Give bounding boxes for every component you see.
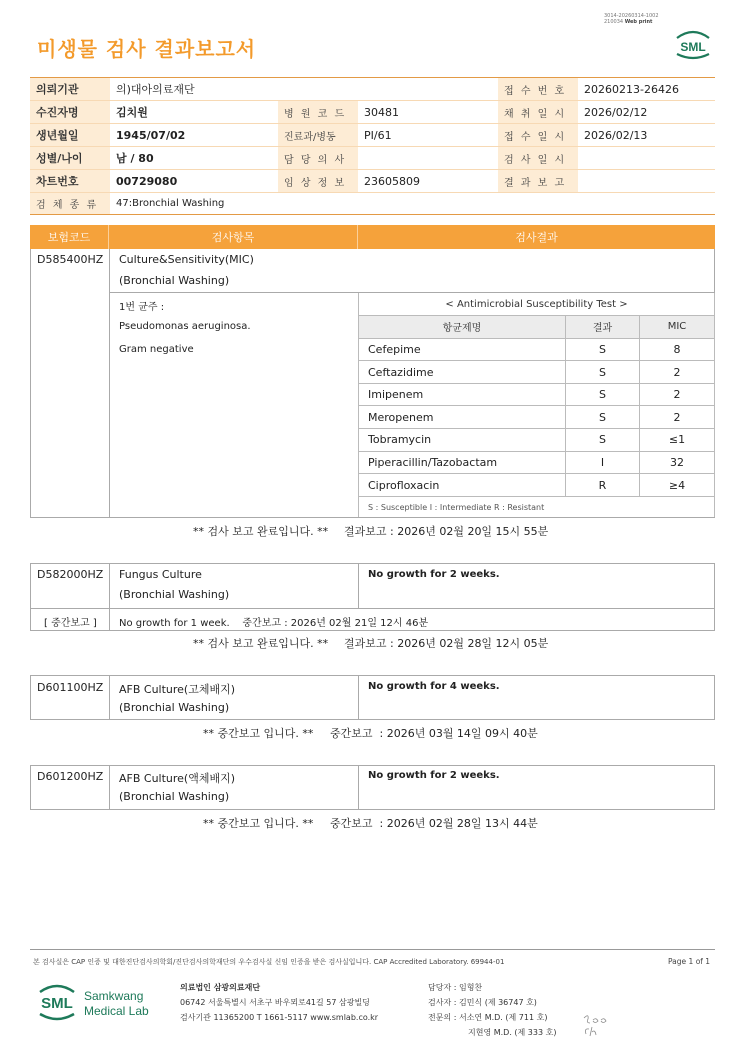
chart-no-value: 00729080: [110, 170, 278, 193]
gram-stain: Gram negative: [119, 344, 194, 355]
specimen-label: 검 체 종 류: [30, 193, 110, 215]
ast-col-mic: MIC: [640, 316, 715, 339]
staff-specialist1: 전문의 : 서소연 M.D. (제 711 호): [428, 1013, 548, 1022]
report-title: 미생물 검사 결과보고서: [37, 37, 257, 61]
patient-info-table: [30, 77, 715, 215]
test4-code: D601200HZ: [37, 770, 104, 783]
test1-code: D585400HZ: [37, 253, 104, 266]
ast-result: S: [566, 361, 640, 384]
test2-interim-text: No growth for 1 week. 중간보고 : 2026년 02월 21일 12시 46분: [119, 618, 429, 629]
organism-name: Pseudomonas aeruginosa.: [119, 321, 251, 332]
ast-mic: 32: [640, 451, 715, 474]
sex-age-label: 성별/나이: [30, 147, 110, 170]
ast-drug: Meropenem: [359, 406, 566, 429]
test1-report-time: 결과보고 : 2026년 02월 20일 15시 55분: [344, 525, 549, 538]
report-label: 결 과 보 고: [498, 170, 578, 193]
receipt-no-label: 접 수 번 호: [498, 78, 578, 101]
ast-result: S: [566, 383, 640, 406]
test-date-label: 검 사 일 시: [498, 147, 578, 170]
test4-name-line2: (Bronchial Washing): [119, 790, 230, 803]
dept-label: 진료과/병동: [278, 124, 358, 147]
ast-legend: S : Susceptible I : Intermediate R : Resistant: [359, 496, 715, 517]
ast-result: S: [566, 338, 640, 361]
ast-drug: Piperacillin/Tazobactam: [359, 451, 566, 474]
ast-result: S: [566, 406, 640, 429]
ast-col-drug: 항균제명: [359, 316, 566, 339]
test3-result: No growth for 4 weeks.: [368, 681, 500, 692]
ast-row: [359, 429, 715, 452]
ast-row: [359, 383, 715, 406]
ast-drug: Tobramycin: [359, 429, 566, 452]
ast-table: [358, 293, 715, 517]
ast-mic: ≥4: [640, 474, 715, 497]
clinical-value: 23605809: [358, 170, 498, 193]
test2-name-line2: (Bronchial Washing): [119, 588, 230, 601]
specimen-value: 47:Bronchial Washing: [110, 193, 715, 215]
lab-contact: 검사기관 11365200 T 1661-5117 www.smlab.co.kr: [180, 1013, 379, 1022]
lab-name: 의료법인 삼광의료재단: [180, 983, 261, 992]
hosp-code-label: 병 원 코 드: [278, 101, 358, 124]
dob-label: 생년월일: [30, 124, 110, 147]
lab-address: 06742 서울특별시 서초구 바우뫼로41길 57 삼광빌딩: [180, 998, 370, 1007]
ast-mic: ≤1: [640, 429, 715, 452]
name-value: 김치원: [110, 101, 278, 124]
test2-interim-label: [ 중간보고 ]: [44, 618, 97, 629]
sex-age-value: 남 / 80: [110, 147, 278, 170]
ast-mic: 2: [640, 361, 715, 384]
test3-status: ** 중간보고 입니다. **: [203, 727, 314, 740]
req-org-value: 의)대아의료재단: [110, 78, 498, 101]
logo-sub1: Samkwang: [84, 989, 144, 1003]
ast-row: [359, 406, 715, 429]
lab-info: [180, 980, 378, 1025]
footer-divider: [30, 949, 715, 950]
req-org-label: 의뢰기관: [30, 78, 110, 101]
chart-no-label: 차트번호: [30, 170, 110, 193]
page-number: Page 1 of 1: [668, 957, 711, 966]
print-id: 3014-20260314-1002 210034 Web print: [604, 13, 659, 25]
collect-date-value: 2026/02/12: [578, 101, 715, 124]
sml-logo-text: SML: [680, 40, 706, 54]
doctor-value: [358, 147, 498, 170]
test4-name-line1: AFB Culture(액체배지): [119, 772, 236, 785]
test4-result: No growth for 2 weeks.: [368, 770, 500, 781]
test3-code: D601100HZ: [37, 681, 104, 694]
test2-result: No growth for 2 weeks.: [368, 569, 500, 580]
sml-logo: [673, 28, 713, 60]
ast-mic: 2: [640, 383, 715, 406]
doctor-label: 담 당 의 사: [278, 147, 358, 170]
dept-value: PI/61: [358, 124, 498, 147]
ast-result: S: [566, 429, 640, 452]
test2-status: ** 검사 보고 완료입니다. **: [193, 637, 329, 650]
header-item: 검사항목: [109, 225, 358, 249]
test4-status: ** 중간보고 입니다. **: [203, 817, 314, 830]
test1-status: ** 검사 보고 완료입니다. **: [193, 525, 329, 538]
test3-name-line2: (Bronchial Washing): [119, 701, 230, 714]
certification-note: 본 검사실은 CAP 인증 및 대한진단검사의학회/진단검사의학재단의 우수검사실 신임 인증을 받은 검사실입니다. CAP Accredited Laboratory. 69944-01: [33, 958, 505, 966]
staff-info: [428, 980, 556, 1040]
collect-date-label: 채 취 일 시: [498, 101, 578, 124]
test3-report-time: 중간보고 : 2026년 03월 14일 09시 40분: [330, 727, 538, 740]
ast-mic: 8: [640, 338, 715, 361]
ast-row: [359, 338, 715, 361]
ast-row: [359, 451, 715, 474]
receipt-no-value: 20260213-26426: [578, 78, 715, 101]
staff-tester: 검사자 : 김민식 (제 36747 호): [428, 998, 537, 1007]
hosp-code-value: 30481: [358, 101, 498, 124]
staff-specialist2: 지현영 M.D. (제 333 호): [468, 1028, 557, 1037]
report-value: [578, 170, 715, 193]
header-code: 보험코드: [30, 225, 109, 249]
ast-row: [359, 474, 715, 497]
logo-main-text: SML: [41, 995, 73, 1012]
ast-mic: 2: [640, 406, 715, 429]
ast-result: R: [566, 474, 640, 497]
name-label: 수진자명: [30, 101, 110, 124]
test2-report-time: 결과보고 : 2026년 02월 28일 12시 05분: [344, 637, 549, 650]
receipt-date-value: 2026/02/13: [578, 124, 715, 147]
ast-col-result: 결과: [566, 316, 640, 339]
header-result: 검사결과: [515, 231, 558, 244]
dob-value: 1945/07/02: [110, 124, 278, 147]
signature: [580, 1012, 610, 1038]
ast-drug: Imipenem: [359, 383, 566, 406]
organism-label: 1번 균주 :: [119, 302, 165, 313]
test-date-value: [578, 147, 715, 170]
logo-sub2: Medical Lab: [84, 1004, 149, 1018]
results-header: [30, 225, 715, 249]
test1-name-line2: (Bronchial Washing): [119, 274, 230, 287]
samkwang-logo: [38, 980, 158, 1024]
ast-row: [359, 361, 715, 384]
test2-code: D582000HZ: [37, 568, 104, 581]
ast-drug: Ciprofloxacin: [359, 474, 566, 497]
test4-report-time: 중간보고 : 2026년 02월 28일 13시 44분: [330, 817, 538, 830]
test2-name-line1: Fungus Culture: [119, 568, 202, 581]
ast-drug: Cefepime: [359, 338, 566, 361]
receipt-date-label: 접 수 일 시: [498, 124, 578, 147]
staff-manager: 담당자 : 임형찬: [428, 983, 483, 992]
ast-title: < Antimicrobial Susceptibility Test >: [359, 293, 715, 316]
clinical-label: 임 상 정 보: [278, 170, 358, 193]
test3-name-line1: AFB Culture(고체배지): [119, 683, 236, 696]
ast-drug: Ceftazidime: [359, 361, 566, 384]
ast-result: I: [566, 451, 640, 474]
test1-name-line1: Culture&Sensitivity(MIC): [119, 253, 254, 266]
